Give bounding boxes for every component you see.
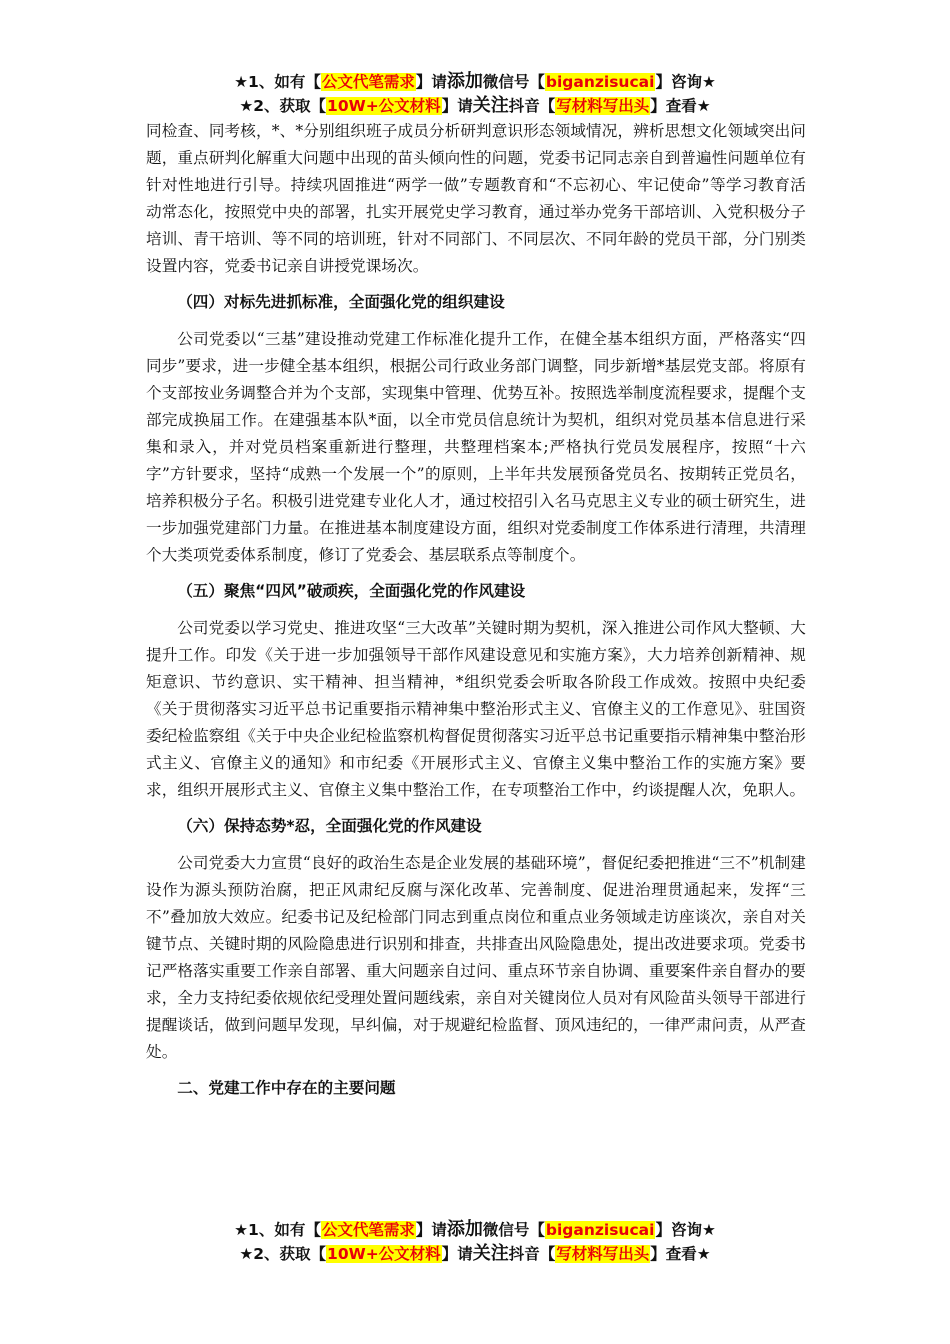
paragraph: 公司党委以“三基”建设推动党建工作标准化提升工作，在健全基本组织方面，严格落实“四同步”要求，进一步健全基本组织，根据公司行政业务部门调整，同步新增*基层党支部。将原有个支部按业务调整合并为个支部，实现集中管理、优势互补。按照选举制度流程要求，提醒个支部完成换届工作。在建强基本队*面，以全市党员信息统计为契机，组织对党员基本信息进行采集和录入，并对党员档案重新进行整理，共整理档案本;严格执行党员发展程序，按照“十六字”方针要求，坚持“成熟一个发展一个”的原则，上半年共发展预备党员名、按期转正党员名，培养积极分子名。积极引进党建专业化人才，通过校招引入名马克思主义专业的硕士研究生，进一步加强党建部门力量。在推进基本制度建设方面，组织对党委制度工作体系进行清理，共清理个大类项党委体系制度，修订了党委会、基层联系点等制度个。 (146, 330, 806, 564)
banner-line-2: ★2、获取【10W+公文材料】请关注抖音【写材料写出头】查看★ (239, 95, 711, 116)
top-banner (0, 70, 950, 118)
banner-highlight: 写材料写出头 (556, 97, 650, 115)
banner-line-2: ★2、获取【10W+公文材料】请关注抖音【写材料写出头】查看★ (239, 1243, 711, 1264)
banner-highlight: 10W+公文材料 (327, 1245, 441, 1263)
banner-highlight: 公文代笔需求 (321, 1221, 415, 1239)
paragraph: 同检查、同考核，*、*分别组织班子成员分析研判意识形态领域情况，辨析思想文化领域突出问题，重点研判化解重大问题中出现的苗头倾向性的问题，党委书记同志亲自到普遍性问题单位有针对性地进行引导。持续巩固推进“两学一做”专题教育和“不忘初心、牢记使命”等学习教育活动常态化，按照党中央的部署，扎实开展党史学习教育，通过举办党务干部培训、入党积极分子培训、青干培训、等不同的培训班，针对不同部门、不同层次、不同年龄的党员干部，分门别类设置内容，党委书记亲自讲授党课场次。 (146, 122, 806, 275)
banner-highlight: biganzisucai (545, 1221, 655, 1239)
paragraph: 公司党委大力宣贯“良好的政治生态是企业发展的基础环境”，督促纪委把推进“三不”机制建设作为源头预防治腐，把正风肃纪反腐与深化改革、完善制度、促进治理贯通起来，发挥“三不”叠加放大效应。纪委书记及纪检部门同志到重点岗位和重点业务领域走访座谈次，亲自对关键节点、关键时期的风险隐患进行识别和排查，共排查出风险隐患处，提出改进要求项。党委书记严格落实重要工作亲自部署、重大问题亲自过问、重点环节亲自协调、重要案件亲自督办的要求，全力支持纪委依规依纪受理处置问题线索，亲自对关键岗位人员对有风险苗头领导干部进行提醒谈话，做到问题早发现，早纠偏，对于规避纪检监督、顶风违纪的，一律严肃问责，从严查处。 (146, 854, 806, 1061)
section-heading: （五）聚焦“四风”破顽疾，全面强化党的作风建设 (177, 582, 526, 600)
bottom-banner (0, 1218, 950, 1266)
section-heading: （六）保持态势*忍，全面强化党的作风建设 (177, 817, 482, 835)
banner-highlight: biganzisucai (545, 73, 655, 91)
section-heading: （四）对标先进抓标准，全面强化党的组织建设 (177, 293, 505, 311)
banner-highlight: 公文代笔需求 (321, 73, 415, 91)
document-body (146, 118, 806, 1112)
banner-highlight: 10W+公文材料 (327, 97, 441, 115)
banner-line-1: ★1、如有【公文代笔需求】请添加微信号【biganzisucai】咨询★ (234, 71, 716, 92)
chapter-heading: 二、党建工作中存在的主要问题 (177, 1079, 396, 1097)
banner-highlight: 写材料写出头 (556, 1245, 650, 1263)
paragraph: 公司党委以学习党史、推进攻坚“三大改革”关键时期为契机，深入推进公司作风大整顿、大提升工作。印发《关于进一步加强领导干部作风建设意见和实施方案》，大力培养创新精神、规矩意识、节约意识、实干精神、担当精神，*组织党委会听取各阶段工作成效。按照中央纪委《关于贯彻落实习近平总书记重要指示精神集中整治形式主义、官僚主义的工作意见》、驻国资委纪检监察组《关于中央企业纪检监察机构督促贯彻落实习近平总书记重要指示精神集中整治形式主义、官僚主义的通知》和市纪委《开展形式主义、官僚主义集中整治工作的实施方案》要求，组织开展形式主义、官僚主义集中整治工作，在专项整治工作中，约谈提醒人次，免职人。 (146, 619, 806, 799)
banner-line-1: ★1、如有【公文代笔需求】请添加微信号【biganzisucai】咨询★ (234, 1219, 716, 1240)
